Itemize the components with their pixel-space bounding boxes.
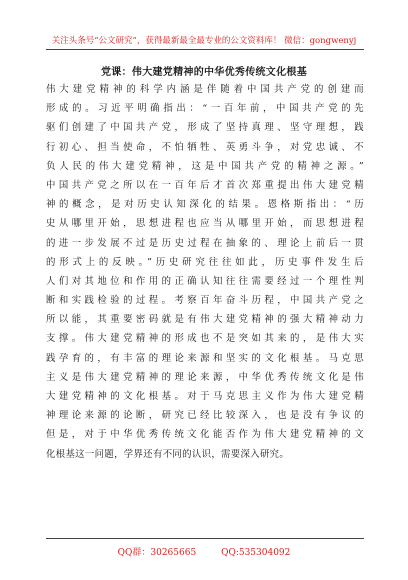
body-line: 神的概念，是对历史认知深化的结果。恩格斯指出：“历 xyxy=(46,199,364,211)
body-line: 的进一步发展不过是历史过程在抽象的、理论上前后一贯 xyxy=(46,237,364,249)
body-line: 史从哪里开始，思想进程也应当从哪里开始，而思想进程 xyxy=(46,218,364,230)
document-body xyxy=(46,80,364,464)
body-line: 支撑。伟大建党精神的形成也不是突如其来的，是伟大实 xyxy=(46,333,364,345)
body-line: 断和实践检验的过程。考察百年奋斗历程，中国共产党之 xyxy=(46,295,364,307)
body-line: 主义是伟大建党精神的理论来源，中华优秀传统文化是伟 xyxy=(46,371,364,383)
body-line: 形成的。习近平明确指出：“一百年前，中国共产党的先 xyxy=(46,103,364,115)
body-line: 但是，对于中华优秀传统文化能否作为伟大建党精神的文 xyxy=(46,429,364,441)
body-line: 的形式上的反映。”历史研究往往如此，历史事件发生后 xyxy=(46,256,364,268)
footer-divider xyxy=(46,538,364,539)
body-line: 践孕育的，有丰富的理论来源和坚实的文化根基。马克思 xyxy=(46,352,364,364)
body-line: 负人民的伟大建党精神，这是中国共产党的精神之源。” xyxy=(46,160,364,172)
body-line: 化根基这一问题，学界还有不同的认识，需要深入研究。 xyxy=(46,448,290,460)
footer-qq-group: QQ群：30265665 xyxy=(117,548,197,558)
document-title: 党课：伟大建党精神的中华优秀传统文化根基 xyxy=(101,67,307,78)
header-divider xyxy=(46,49,364,50)
body-line: 大建党精神的文化根基。对于马克思主义作为伟大建党精 xyxy=(46,391,364,402)
body-line: 神理论来源的论断，研究已经比较深入，也是没有争议的 xyxy=(46,410,364,422)
page-footer xyxy=(0,545,408,558)
footer-qq: QQ:535304092 xyxy=(221,548,291,558)
header-banner-text: 关注头条号“公文研究”，获得最新最全最专业的公文资料库！ 微信：gongwenyj xyxy=(51,36,357,46)
body-line: 所以能，其重要密码就是有伟大建党精神的强大精神动力 xyxy=(46,314,364,326)
body-line: 行初心、担当使命，不怕牺牲、英勇斗争，对党忠诚、不 xyxy=(46,141,364,153)
body-line: 驱们创建了中国共产党，形成了坚持真理、坚守理想，践 xyxy=(46,122,364,134)
body-line: 中国共产党之所以在一百年后才首次郑重提出伟大建党精 xyxy=(46,179,364,191)
body-line: 人们对其地位和作用的正确认知往往需要经过一个理性判 xyxy=(46,275,364,287)
body-line: 伟大建党精神的科学内涵是伴随着中国共产党的创建而 xyxy=(46,84,364,95)
